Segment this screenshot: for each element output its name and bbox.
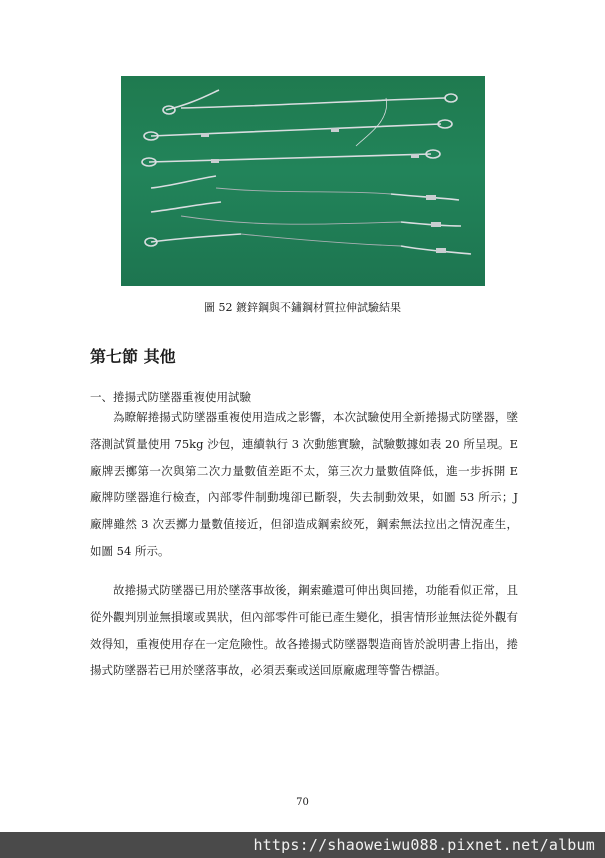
page-number: 70 — [296, 797, 309, 808]
cable-specimen-2 — [151, 124, 441, 136]
cable-specimen-1 — [166, 90, 446, 110]
cable-specimen-6 — [151, 234, 471, 254]
section-title: 第七節 其他 — [90, 347, 176, 366]
watermark-bar — [0, 832, 605, 858]
cable-specimen-3 — [149, 154, 431, 162]
figure-caption: 圖 52 鍍鋅鋼與不鏽鋼材質拉伸試驗結果 — [204, 301, 401, 314]
body-paragraph: 故捲揚式防墜器已用於墜落事故後，鋼索雖還可伸出與回捲，功能看似正常，且從外觀判別並無損壞或異狀，但內部零件可能已產生變化，損害情形並無法從外觀有效得知，重複使用存在一定危險性。故各捲揚式防墜器製造商皆於說明書上指出，捲揚式防墜器若已用於墜落事故，必須丟棄或送回原廠處理等警告標語。 — [90, 583, 518, 678]
watermark-url: https://shaoweiwu088.pixnet.net/album — [253, 836, 595, 854]
cable-specimen-4 — [151, 176, 459, 200]
subsection-heading: 一、捲揚式防墜器重複使用試驗 — [90, 390, 251, 404]
cable-specimens-illustration — [121, 76, 485, 286]
figure-photo-steel-cables — [121, 76, 485, 286]
body-paragraph: 為瞭解捲揚式防墜器重複使用造成之影響，本次試驗使用全新捲揚式防墜器，墜落測試質量使用 75kg 沙包，連續執行 3 次動態實驗，試驗數據如表 20 所呈現。E 廠牌丟擲第一次與第二次力量數值差距不太，第三次力量數值降低，進一步拆開 E 廠牌防墜器進行檢查，內部零件制動塊卻已斷裂，失去制動效果，如圖 53 所示；J 廠牌雖然 3 次丟擲力量數值接近，但卻造成鋼索絞死，鋼索無法拉出之情況產生，如圖 54 所示。 — [90, 410, 518, 558]
cable-specimen-5 — [151, 202, 461, 226]
